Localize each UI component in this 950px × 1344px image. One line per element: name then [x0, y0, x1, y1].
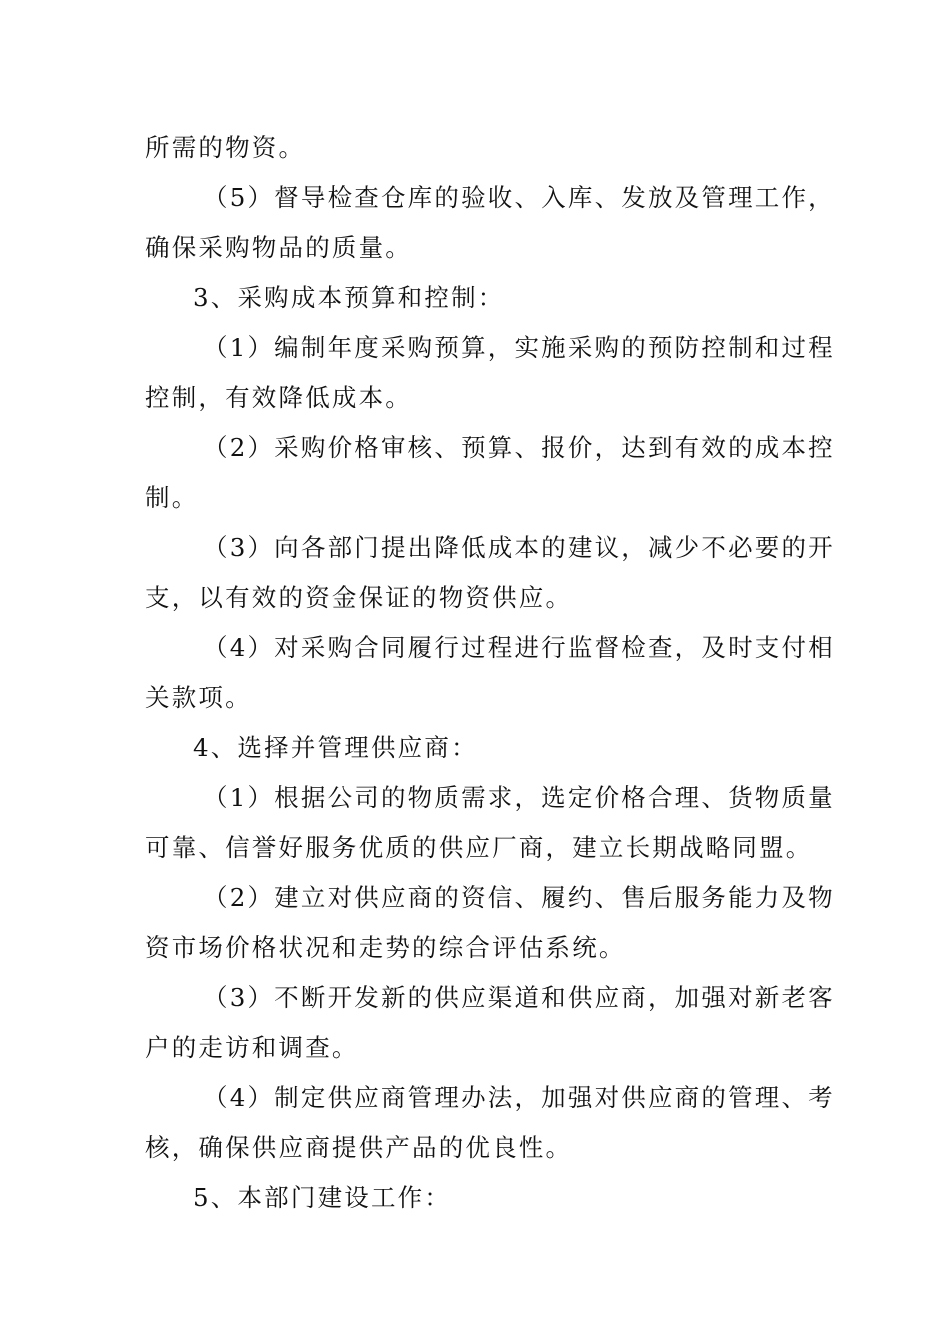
text-line: （4）制定供应商管理办法，加强对供应商的管理、考	[203, 1083, 835, 1112]
text-line: （1）编制年度采购预算，实施采购的预防控制和过程	[203, 333, 835, 362]
text-line: 资市场价格状况和走势的综合评估系统。	[145, 933, 626, 962]
text-line: 所需的物资。	[145, 133, 306, 162]
text-line: 控制，有效降低成本。	[145, 383, 412, 412]
text-line: 确保采购物品的质量。	[145, 233, 412, 262]
text-line: （1）根据公司的物质需求，选定价格合理、货物质量	[203, 783, 835, 812]
text-line: 可靠、信誉好服务优质的供应厂商，建立长期战略同盟。	[145, 833, 813, 862]
text-line: （3）向各部门提出降低成本的建议，减少不必要的开	[203, 533, 835, 562]
text-line: （3）不断开发新的供应渠道和供应商，加强对新老客	[203, 983, 835, 1012]
text-line: （2）建立对供应商的资信、履约、售后服务能力及物	[203, 883, 835, 912]
text-line: （2）采购价格审核、预算、报价，达到有效的成本控	[203, 433, 835, 462]
text-line: 户的走访和调查。	[145, 1033, 359, 1062]
text-line: （4）对采购合同履行过程进行监督检查，及时支付相	[203, 633, 835, 662]
text-line: 制。	[145, 483, 199, 512]
text-line: 支，以有效的资金保证的物资供应。	[145, 583, 573, 612]
text-line: 核，确保供应商提供产品的优良性。	[145, 1133, 573, 1162]
section-heading: 5、本部门建设工作：	[193, 1183, 452, 1212]
text-line: （5）督导检查仓库的验收、入库、发放及管理工作，	[203, 183, 835, 212]
section-heading: 3、采购成本预算和控制：	[193, 283, 505, 312]
section-heading: 4、选择并管理供应商：	[193, 733, 478, 762]
text-line: 关款项。	[145, 683, 252, 712]
